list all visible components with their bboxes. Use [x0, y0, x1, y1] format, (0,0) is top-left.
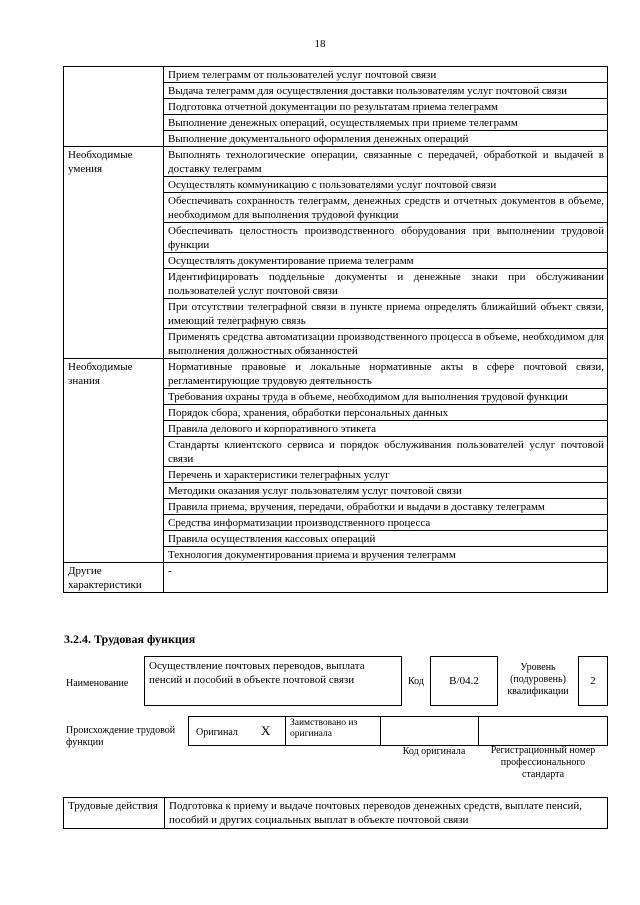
table-cell: Технология документирования приема и вручения телеграмм [164, 547, 608, 563]
actions-continued-label [64, 67, 164, 147]
origin-divider [380, 716, 381, 746]
origin-box [188, 716, 608, 746]
origin-label: Происхождение трудовой функции [66, 725, 176, 748]
table-cell: Подготовка отчетной документации по результатам приема телеграмм [164, 99, 608, 115]
table-cell: Обеспечивать целостность производственного оборудования при выполнении трудовой функции [164, 223, 608, 253]
table-cell: Правила осуществления кассовых операций [164, 531, 608, 547]
name-value: Осуществление почтовых переводов, выплата пенсий и пособий в объекте почтовой связи [144, 656, 402, 706]
table-row [64, 563, 608, 593]
original-label: Оригинал [196, 727, 238, 738]
table-cell: Перечень и характеристики телеграфных услуг [164, 467, 608, 483]
table-cell: Выполнять технологические операции, связанные с передачей, обработкой и выдачей в доставку телеграмм [164, 147, 608, 177]
knowledge-label: Необходимые знания [64, 359, 164, 563]
original-mark: X [261, 723, 271, 738]
table-cell: Требования охраны труда в объеме, необходимом для выполнения трудовой функции [164, 389, 608, 405]
table-cell: Обеспечивать сохранность телеграмм, денежных средств и отчетных документов в объеме, необходимом для выполнения трудовой функции [164, 193, 608, 223]
other-characteristics-label: Другие характеристики [64, 563, 164, 593]
origin-divider [285, 716, 286, 746]
borrowed-label: Заимствовано из оригинала [290, 718, 358, 739]
page-number: 18 [314, 38, 326, 50]
function-details-table [63, 66, 608, 593]
table-cell: Выполнение денежных операций, осуществляемых при приеме телеграмм [164, 115, 608, 131]
table-row [64, 67, 608, 83]
code-value: B/04.2 [430, 656, 498, 706]
labor-actions-label: Трудовые действия [64, 798, 165, 829]
table-cell: Правила приема, вручения, передачи, обработки и выдачи в доставку телеграмм [164, 499, 608, 515]
table-cell: Нормативные правовые и локальные нормативные акты в сфере почтовой связи, регламентирующие трудовую деятельность [164, 359, 608, 389]
origin-divider [478, 716, 479, 746]
other-characteristics-value: - [164, 563, 608, 593]
table-cell: Средства информатизации производственного процесса [164, 515, 608, 531]
table-row [64, 147, 608, 177]
table-cell: Методики оказания услуг пользователям услуг почтовой связи [164, 483, 608, 499]
level-value: 2 [578, 656, 608, 706]
table-cell: Применять средства автоматизации производственного процесса в объеме, необходимом для выполнения должностных обязанностей [164, 329, 608, 359]
table-cell: Правила делового и корпоративного этикета [164, 421, 608, 437]
table-cell: Идентифицировать поддельные документы и денежные знаки при обслуживании пользователей услуг почтовой связи [164, 269, 608, 299]
table-cell: При отсутствии телеграфной связи в пункте приема определять ближайший объект связи, имеющий телеграфную связь [164, 299, 608, 329]
table-cell: Осуществлять коммуникацию с пользователями услуг почтовой связи [164, 177, 608, 193]
table-cell: Осуществлять документирование приема телеграмм [164, 253, 608, 269]
code-label: Код [408, 676, 424, 687]
labor-actions-table [63, 797, 608, 829]
table-cell: Выполнение документального оформления денежных операций [164, 131, 608, 147]
table-cell: Прием телеграмм от пользователей услуг почтовой связи [164, 67, 608, 83]
table-row [64, 798, 608, 829]
table-cell: Выдача телеграмм для осуществления доставки пользователям услуг почтовой связи [164, 83, 608, 99]
section-heading: 3.2.4. Трудовая функция [64, 632, 196, 646]
skills-label: Необходимые умения [64, 147, 164, 359]
labor-actions-value: Подготовка к приему и выдаче почтовых переводов денежных средств, выплате пенсий, пособий и других социальных выплат в объекте почтовой связи [165, 798, 608, 829]
code-original-label: Код оригинала [402, 746, 466, 757]
level-label: Уровень (подуровень) квалификации [507, 662, 569, 697]
table-row [64, 359, 608, 389]
table-cell: Стандарты клиентского сервиса и порядок обслуживания пользователей услуг почтовой связи [164, 437, 608, 467]
registration-number-label: Регистрационный номер профессионального стандарта [490, 745, 596, 780]
name-label: Наименование [66, 678, 129, 689]
table-cell: Порядок сбора, хранения, обработки персональных данных [164, 405, 608, 421]
